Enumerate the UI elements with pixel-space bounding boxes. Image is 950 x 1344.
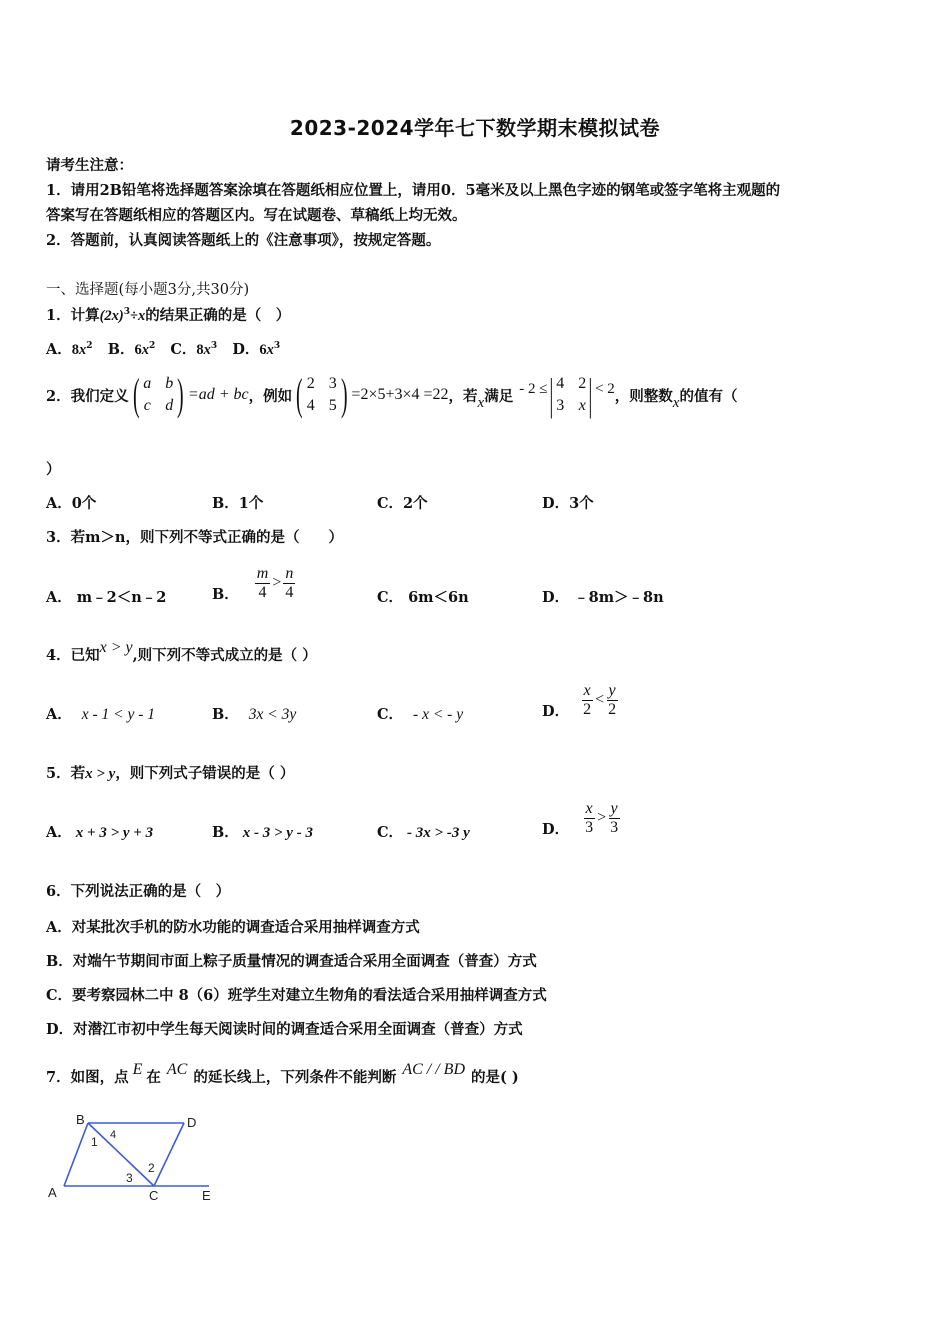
q2-tail: 的值有（ [679, 387, 738, 405]
q2-example-word: ，例如 [248, 387, 293, 405]
q6-option-c[interactable]: C．要考察园林二中 8（6）班学生对建立生物角的看法适合采用抽样调查方式 [46, 987, 547, 1004]
q3-option-b[interactable]: B． $\frac{m}{4}$ > $\frac{n}{4}$ [212, 564, 294, 603]
q2-option-c[interactable]: C．2个 [377, 495, 428, 512]
section-heading: 一、选择题(每小题3分,共30分) [46, 282, 250, 298]
question-5: 5．若x > y，则下列式子错误的是（ ） [46, 765, 295, 782]
q2-var-x-2: x [672, 394, 680, 411]
q2-def-result: =ad + bc [187, 386, 249, 403]
q7-point-e: E [132, 1061, 143, 1078]
q3-option-c[interactable]: C． 6m＜6n [377, 589, 469, 606]
q2-cond-matrix: | 4 2 3 x | [549, 370, 593, 419]
q1-expr-exp: 3 [123, 307, 131, 317]
q4-option-a[interactable]: A． x - 1 < y - 1 [46, 706, 156, 723]
q3-option-a[interactable]: A． m﹣2＜n﹣2 [46, 589, 167, 606]
page-title: 2023-2024学年七下数学期末模拟试卷 [289, 116, 661, 140]
q5-option-d[interactable]: D． $\frac{x}{3}$ > $\frac{y}{3}$ [542, 799, 619, 838]
q1-suffix: 的结果正确的是（ ） [145, 307, 291, 324]
question-6: 6．下列说法正确的是（ ） [46, 883, 231, 900]
q5-condition: x > y [85, 766, 116, 782]
q3-option-d[interactable]: D． ﹣8m＞﹣8n [542, 589, 664, 606]
notice-line-1: 1．请用2B铅笔将选择题答案涂填在答题纸相应位置上，请用0．5毫米及以上黑色字迹的钢笔或签字笔将主观题的 [46, 182, 781, 199]
q1-options [46, 338, 280, 359]
q2-example-matrix: ( 2 3 4 5 ) [296, 370, 348, 419]
question-4: 4．已知x > y,则下列不等式成立的是（ ） [46, 639, 317, 664]
angle-label-2: 2 [148, 1161, 155, 1175]
q2-def-matrix: ( a b c d ) [132, 370, 184, 419]
q2-if-word: ，若 [448, 387, 478, 405]
question-1 [46, 304, 290, 325]
q1-expr-rest: ÷x [130, 308, 146, 324]
label-a: A [48, 1185, 57, 1200]
q1-option-d[interactable]: D．$6x^3$ [232, 341, 281, 358]
angle-label-1: 1 [91, 1135, 98, 1149]
q6-option-b[interactable]: B．对端午节期间市面上粽子质量情况的调查适合采用全面调查（普查）方式 [46, 953, 537, 970]
notice-line-2: 答案写在答题纸相应的答题区内。写在试题卷、草稿纸上均无效。 [46, 207, 467, 224]
q4-option-d[interactable]: D． $\frac{x}{2}$ < $\frac{y}{2}$ [542, 681, 617, 720]
q2-var-x: x [477, 394, 485, 411]
angle-label-3: 3 [126, 1171, 133, 1185]
q6-option-d[interactable]: D．对潜江市初中学生每天阅读时间的调查适合采用全面调查（普查）方式 [46, 1021, 523, 1038]
angle-label-4: 4 [110, 1129, 117, 1141]
q2-option-a[interactable]: A．0个 [46, 495, 97, 512]
question-2 [46, 370, 737, 420]
geometry-figure [44, 1108, 224, 1208]
q2-close-paren: ） [46, 461, 61, 478]
question-3: 3．若m＞n，则下列不等式正确的是（ ） [46, 529, 343, 546]
label-c: C [149, 1188, 159, 1203]
q6-option-a[interactable]: A．对某批次手机的防水功能的调查适合采用抽样调查方式 [46, 919, 420, 936]
q5-option-c[interactable]: C． - 3x > -3 y [377, 824, 470, 841]
q7-line-ac: AC [166, 1061, 188, 1078]
question-7: 7．如图，点 E 在 AC 的延长线上，下列条件不能判断 AC / / BD 的是( ) [46, 1061, 519, 1086]
q2-satisfy: 满足 [484, 387, 514, 405]
label-b: B [76, 1112, 85, 1127]
q5-option-b[interactable]: B． x - 3 > y - 3 [212, 824, 313, 841]
q1-option-a[interactable]: A．$8x^2$ [46, 341, 93, 358]
label-e: E [202, 1188, 211, 1203]
q2-option-d[interactable]: D．3个 [542, 495, 594, 512]
label-d: D [187, 1115, 197, 1130]
q2-then-word: ，则整数 [614, 387, 673, 405]
q5-option-a[interactable]: A． x + 3 > y + 3 [46, 824, 154, 841]
figure-lines [64, 1123, 209, 1186]
q2-cond-left: - 2 ≤ [519, 380, 548, 397]
q7-parallel: AC / / BD [402, 1061, 465, 1078]
q4-condition: x > y [99, 639, 133, 656]
q2-cond-right: < 2 [595, 380, 615, 397]
line-bc [88, 1123, 154, 1186]
q2-example-result: =2×5+3×4 =22 [351, 386, 449, 403]
line-dc [154, 1123, 184, 1186]
notice-line-3: 2．答题前，认真阅读答题纸上的《注意事项》，按规定答题。 [46, 232, 441, 249]
line-ab [64, 1123, 88, 1186]
q1-expr-base: (2x) [99, 308, 124, 324]
q1-option-c[interactable]: C．$8x^3$ [170, 341, 218, 358]
q4-option-c[interactable]: C． - x < - y [377, 706, 464, 723]
q4-option-b[interactable]: B． 3x < 3y [212, 706, 297, 723]
q1-option-b[interactable]: B．$6x^2$ [107, 341, 156, 358]
q2-option-b[interactable]: B．1个 [212, 495, 264, 512]
notice-heading: 请考生注意： [46, 157, 133, 174]
q1-prefix: 1．计算 [46, 307, 100, 324]
q2-prefix: 2．我们定义 [46, 387, 129, 405]
